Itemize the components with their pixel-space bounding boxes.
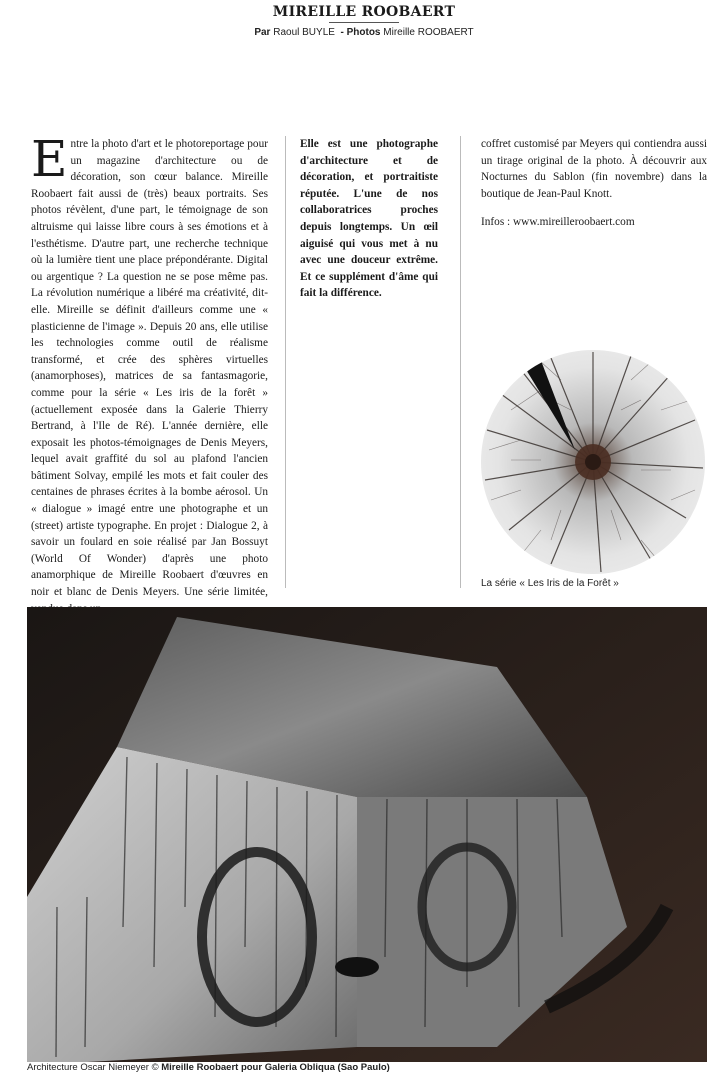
title-underline	[329, 22, 399, 23]
iris-forest-image	[481, 350, 705, 574]
column-divider-left	[285, 136, 286, 588]
byline	[0, 27, 728, 38]
photographer-name: Mireille ROOBAERT	[383, 27, 474, 38]
pull-quote: Elle est une photographe d'architecture et de décoration, et portraitiste réputée. L'une de nos collaboratrices proches depuis longtemps. Un œil aiguisé qui vous met à nu avec une douceur extrême. Et ce supplément d'âme qui fait la différence.	[300, 138, 438, 300]
photos-label: - Photos	[340, 27, 381, 38]
by-label: Par	[254, 27, 271, 38]
article-column-1	[31, 130, 268, 617]
architecture-image	[27, 607, 707, 1062]
infos-line: Infos : www.mireilleroobaert.com	[481, 216, 635, 229]
architecture-photo	[27, 607, 707, 1062]
caption-credit: Mireille Roobaert pour Galeria Obliqua (Sao Paulo)	[161, 1062, 390, 1073]
iris-forest-photo	[481, 350, 705, 574]
body-text-col1: ntre la photo d'art et le photoreportage pour un magazine d'architecture ou de décoration, son cœur balance. Mireille Roobaert fait aussi de (très) beaux portraits. Ses photos révèlent, d'une part, le témoignage de son altruisme qui laisse libre cours à ses émotions et à l'esthétisme. D'autre part, une recherche technique où la lumière tient une place prépondérante. Digital ou argentique ? La question ne se pose même pas. La révolution numérique a libéré ma créativité, dit-elle. Mireille se définit d'ailleurs comme une « plasticienne de l'image ». Depuis 20 ans, elle utilise les technologies comme outil de réalisme transformé, et crée des sphères virtuelles (anamorphoses), matrices de sa fantasmagorie, comme pour la série « Les iris de la forêt » (actuellement exposée dans la Galerie Thierry Bertrand, à l'Ile de Ré). L'année dernière, elle exposait les photos-témoignages de Denis Meyers, lequel avait graffité du sol au plafond l'ancien bâtiment Solvay, empilé les mots et fait couler des centaines de phrases écrites à la bombe aérosol. Un « dialogue » imagé entre une photographe et un (street) artiste typographe. En projet : Dialogue 2, à savoir un foulard en soie réalisé par Jan Bossuyt (World Of Wonder) d'après une photo anamorphique de Mireille Roobaert d'œuvres en noir et blanc de Denis Meyers. Une série limitée,	[31, 138, 268, 599]
circle-photo-caption: La série « Les Iris de la Forêt »	[481, 578, 619, 589]
body-text-col3: coffret customisé par Meyers qui contiendra aussi un tirage original de la photo. À découvrir aux Nocturnes du Sablon (fin novembre) dans la boutique de Jean-Paul Knott.	[481, 138, 707, 200]
column-divider-right	[460, 136, 461, 588]
caption-prefix: Architecture Oscar Niemeyer ©	[27, 1062, 159, 1073]
author-name: Raoul BUYLE	[273, 27, 335, 38]
article-column-3	[481, 136, 707, 243]
architecture-photo-caption	[27, 1062, 390, 1073]
drop-cap: E	[31, 130, 68, 188]
article-title: MIREILLE ROOBAERT	[272, 4, 456, 20]
